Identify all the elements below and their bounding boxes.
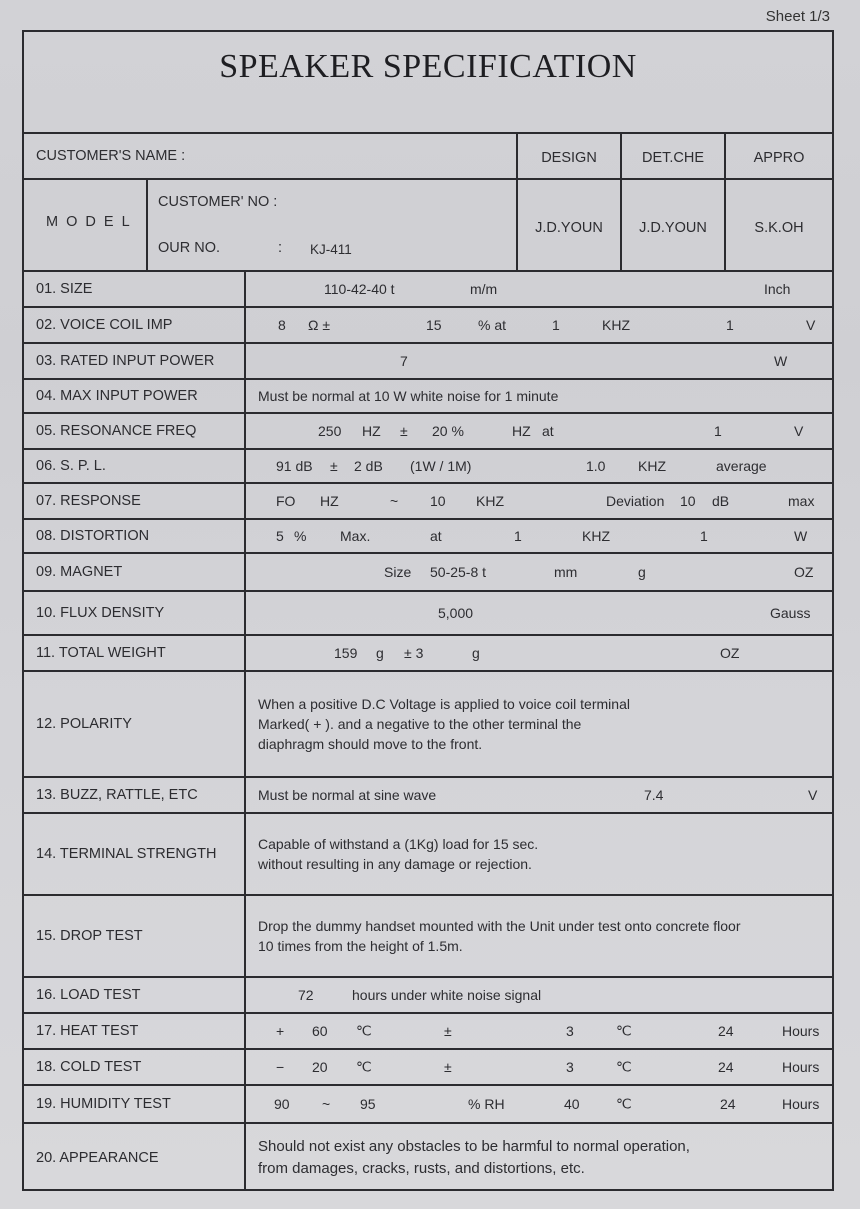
check-signature: J.D.YOUN	[639, 220, 707, 236]
cell: 1	[726, 317, 734, 333]
cell: mm	[554, 564, 578, 580]
cell: 2 dB	[354, 458, 383, 474]
cell: 159	[334, 645, 358, 661]
cell: KHZ	[638, 458, 666, 474]
cell: +	[276, 1023, 285, 1039]
cell: g	[472, 645, 480, 661]
cell: Hours	[782, 1023, 820, 1039]
header-block	[24, 134, 832, 272]
row-label: 11. TOTAL WEIGHT	[24, 636, 246, 670]
row-label: 03. RATED INPUT POWER	[24, 344, 246, 378]
cell: 10	[430, 493, 446, 509]
spec-row-drop-test	[24, 896, 832, 978]
spec-row-appearance	[24, 1124, 832, 1191]
cell: 1	[514, 528, 522, 544]
row-value	[246, 380, 832, 412]
cell: 24	[718, 1023, 734, 1039]
row-label: 12. POLARITY	[24, 672, 246, 776]
spec-row-load-test	[24, 978, 832, 1014]
cell: V	[808, 787, 818, 803]
text-line: 10 times from the height of 1.5m.	[258, 938, 463, 954]
cell: %	[294, 528, 307, 544]
row-label: 20. APPEARANCE	[24, 1124, 246, 1191]
spec-row-resonance-freq	[24, 414, 832, 450]
customer-name-label: CUSTOMER'S NAME :	[36, 148, 186, 164]
cell: HZ	[362, 423, 381, 439]
spec-row-total-weight	[24, 636, 832, 672]
cell: FO	[276, 493, 296, 509]
row-value	[246, 778, 832, 812]
spec-row-distortion	[24, 520, 832, 554]
cell: ±	[400, 423, 408, 439]
row-label: 06. S. P. L.	[24, 450, 246, 482]
paragraph	[258, 916, 741, 956]
cell: 5,000	[438, 605, 474, 621]
cell: Max.	[340, 528, 371, 544]
row-label: 04. MAX INPUT POWER	[24, 380, 246, 412]
row-value	[246, 1086, 832, 1122]
cell: ~	[390, 493, 399, 509]
spec-row-size	[24, 272, 832, 308]
customer-no-label: CUSTOMER' NO :	[158, 194, 278, 210]
cell: Hours	[782, 1096, 820, 1112]
cell: dB	[712, 493, 730, 509]
spec-row-terminal-strength	[24, 814, 832, 896]
row-value	[246, 592, 832, 634]
cell: OZ	[794, 564, 814, 580]
cell: ±	[330, 458, 338, 474]
document-title: SPEAKER SPECIFICATION	[24, 32, 832, 134]
cell: Inch	[764, 281, 791, 297]
cell: Hours	[782, 1059, 820, 1075]
cell: HZ	[512, 423, 531, 439]
cell: average	[716, 458, 767, 474]
row-label: 09. MAGNET	[24, 554, 246, 590]
cell: 3	[566, 1059, 574, 1075]
cell: −	[276, 1059, 285, 1075]
row-value	[246, 1050, 832, 1084]
row-value	[246, 1124, 832, 1191]
cell: V	[806, 317, 816, 333]
cell: 5	[276, 528, 284, 544]
cell: % RH	[468, 1096, 505, 1112]
approve-signature: S.K.OH	[754, 220, 804, 236]
cell: (1W / 1M)	[410, 458, 472, 474]
row-value	[246, 344, 832, 378]
row-label: 07. RESPONSE	[24, 484, 246, 518]
row-value	[246, 814, 832, 894]
cell: 10	[680, 493, 696, 509]
row-value	[246, 1014, 832, 1048]
cell: 90	[274, 1096, 290, 1112]
design-label: DESIGN	[541, 150, 597, 166]
row-value	[246, 896, 832, 976]
text-line: from damages, cracks, rusts, and distortions, etc.	[258, 1159, 585, 1177]
spec-row-humidity-test	[24, 1086, 832, 1124]
cell: 1	[552, 317, 560, 333]
cell: Size	[384, 564, 412, 580]
design-signature: J.D.YOUN	[535, 220, 603, 236]
row-value	[246, 978, 832, 1012]
cell: KHZ	[582, 528, 610, 544]
row-label: 16. LOAD TEST	[24, 978, 246, 1012]
cell: ± 3	[404, 645, 424, 661]
cell: 20 %	[432, 423, 464, 439]
row-label: 08. DISTORTION	[24, 520, 246, 552]
row-label: 19. HUMIDITY TEST	[24, 1086, 246, 1122]
cell: max	[788, 493, 815, 509]
cell: hours under white noise signal	[352, 987, 542, 1003]
text-line: Capable of withstand a (1Kg) load for 15 sec.	[258, 836, 539, 852]
cell: g	[638, 564, 646, 580]
cell: ℃	[616, 1095, 632, 1112]
cell: Gauss	[770, 605, 811, 621]
row-label: 01. SIZE	[24, 272, 246, 306]
cell: 250	[318, 423, 342, 439]
row-value	[246, 414, 832, 448]
cell: 91 dB	[276, 458, 313, 474]
cell: % at	[478, 317, 507, 333]
spec-row-voice-coil-imp	[24, 308, 832, 344]
spec-row-spl	[24, 450, 832, 484]
cell: 3	[566, 1023, 574, 1039]
spec-row-heat-test	[24, 1014, 832, 1050]
cell: ±	[444, 1023, 452, 1039]
row-label: 10. FLUX DENSITY	[24, 592, 246, 634]
cell: 95	[360, 1096, 376, 1112]
spec-row-max-input-power	[24, 380, 832, 414]
cell: ℃	[356, 1058, 372, 1075]
our-no-value: KJ-411	[310, 242, 352, 257]
spec-row-polarity	[24, 672, 832, 778]
cell: W	[794, 528, 808, 544]
cell: ℃	[616, 1058, 632, 1075]
spec-row-cold-test	[24, 1050, 832, 1086]
cell: 50-25-8 t	[430, 564, 487, 580]
row-value	[246, 272, 832, 306]
cell: KHZ	[602, 317, 630, 333]
text-line: without resulting in any damage or rejection.	[258, 856, 532, 872]
row-label: 15. DROP TEST	[24, 896, 246, 976]
cell: 24	[718, 1059, 734, 1075]
our-no-label: OUR NO.	[158, 240, 221, 256]
cell: 20	[312, 1059, 328, 1075]
row-value	[246, 636, 832, 670]
approve-label: APPRO	[753, 150, 805, 166]
cell: HZ	[320, 493, 339, 509]
cell: ~	[322, 1096, 331, 1112]
model-label: M O D E L	[46, 214, 132, 230]
cell: ℃	[616, 1022, 632, 1039]
spec-row-rated-input-power	[24, 344, 832, 380]
cell: 60	[312, 1023, 328, 1039]
cell: KHZ	[476, 493, 504, 509]
spec-row-response	[24, 484, 832, 520]
cell: 1.0	[586, 458, 606, 474]
paragraph	[258, 694, 630, 754]
check-label: DET.CHE	[641, 150, 705, 166]
spec-row-flux-density	[24, 592, 832, 636]
cell: 7.4	[644, 787, 664, 803]
text-line: Marked( + ). and a negative to the other terminal the	[258, 716, 582, 732]
our-no-separator: :	[278, 240, 283, 256]
spec-row-magnet	[24, 554, 832, 592]
row-label: 05. RESONANCE FREQ	[24, 414, 246, 448]
row-label: 02. VOICE COIL IMP	[24, 308, 246, 342]
text-line: Should not exist any obstacles to be harmful to normal operation,	[258, 1137, 690, 1155]
row-value	[246, 520, 832, 552]
cell: Must be normal at sine wave	[258, 787, 437, 803]
row-label: 14. TERMINAL STRENGTH	[24, 814, 246, 894]
row-value	[246, 450, 832, 482]
row-value	[246, 554, 832, 590]
cell: 40	[564, 1096, 580, 1112]
cell: 1	[714, 423, 722, 439]
cell: ℃	[356, 1022, 372, 1039]
text-line: Drop the dummy handset mounted with the Unit under test onto concrete floor	[258, 918, 741, 934]
cell: g	[376, 645, 384, 661]
row-value	[246, 308, 832, 342]
cell: W	[774, 353, 788, 369]
cell: ±	[444, 1059, 452, 1075]
cell: at	[542, 423, 554, 439]
cell: at	[430, 528, 442, 544]
cell: 7	[400, 353, 408, 369]
cell: 24	[720, 1096, 736, 1112]
spec-table-frame	[22, 30, 834, 1191]
cell: 1	[700, 528, 708, 544]
cell: V	[794, 423, 804, 439]
row-label: 18. COLD TEST	[24, 1050, 246, 1084]
paragraph	[258, 1136, 690, 1180]
row-label: 13. BUZZ, RATTLE, ETC	[24, 778, 246, 812]
cell: 8	[278, 317, 286, 333]
sheet-number: Sheet 1/3	[765, 8, 830, 25]
cell: 110-42-40 t	[324, 281, 395, 297]
cell: 72	[298, 987, 314, 1003]
row-value	[246, 672, 832, 776]
cell: m/m	[470, 281, 498, 297]
spec-row-buzz-rattle	[24, 778, 832, 814]
cell: 15	[426, 317, 442, 333]
text-line: When a positive D.C Voltage is applied to voice coil terminal	[258, 696, 630, 712]
paragraph	[258, 834, 538, 874]
row-value	[246, 484, 832, 518]
cell: Ω ±	[308, 317, 331, 333]
row-label: 17. HEAT TEST	[24, 1014, 246, 1048]
cell: Deviation	[606, 493, 665, 509]
text-line: diaphragm should move to the front.	[258, 736, 483, 752]
cell: OZ	[720, 645, 740, 661]
cell: Must be normal at 10 W white noise for 1 minute	[258, 388, 559, 404]
